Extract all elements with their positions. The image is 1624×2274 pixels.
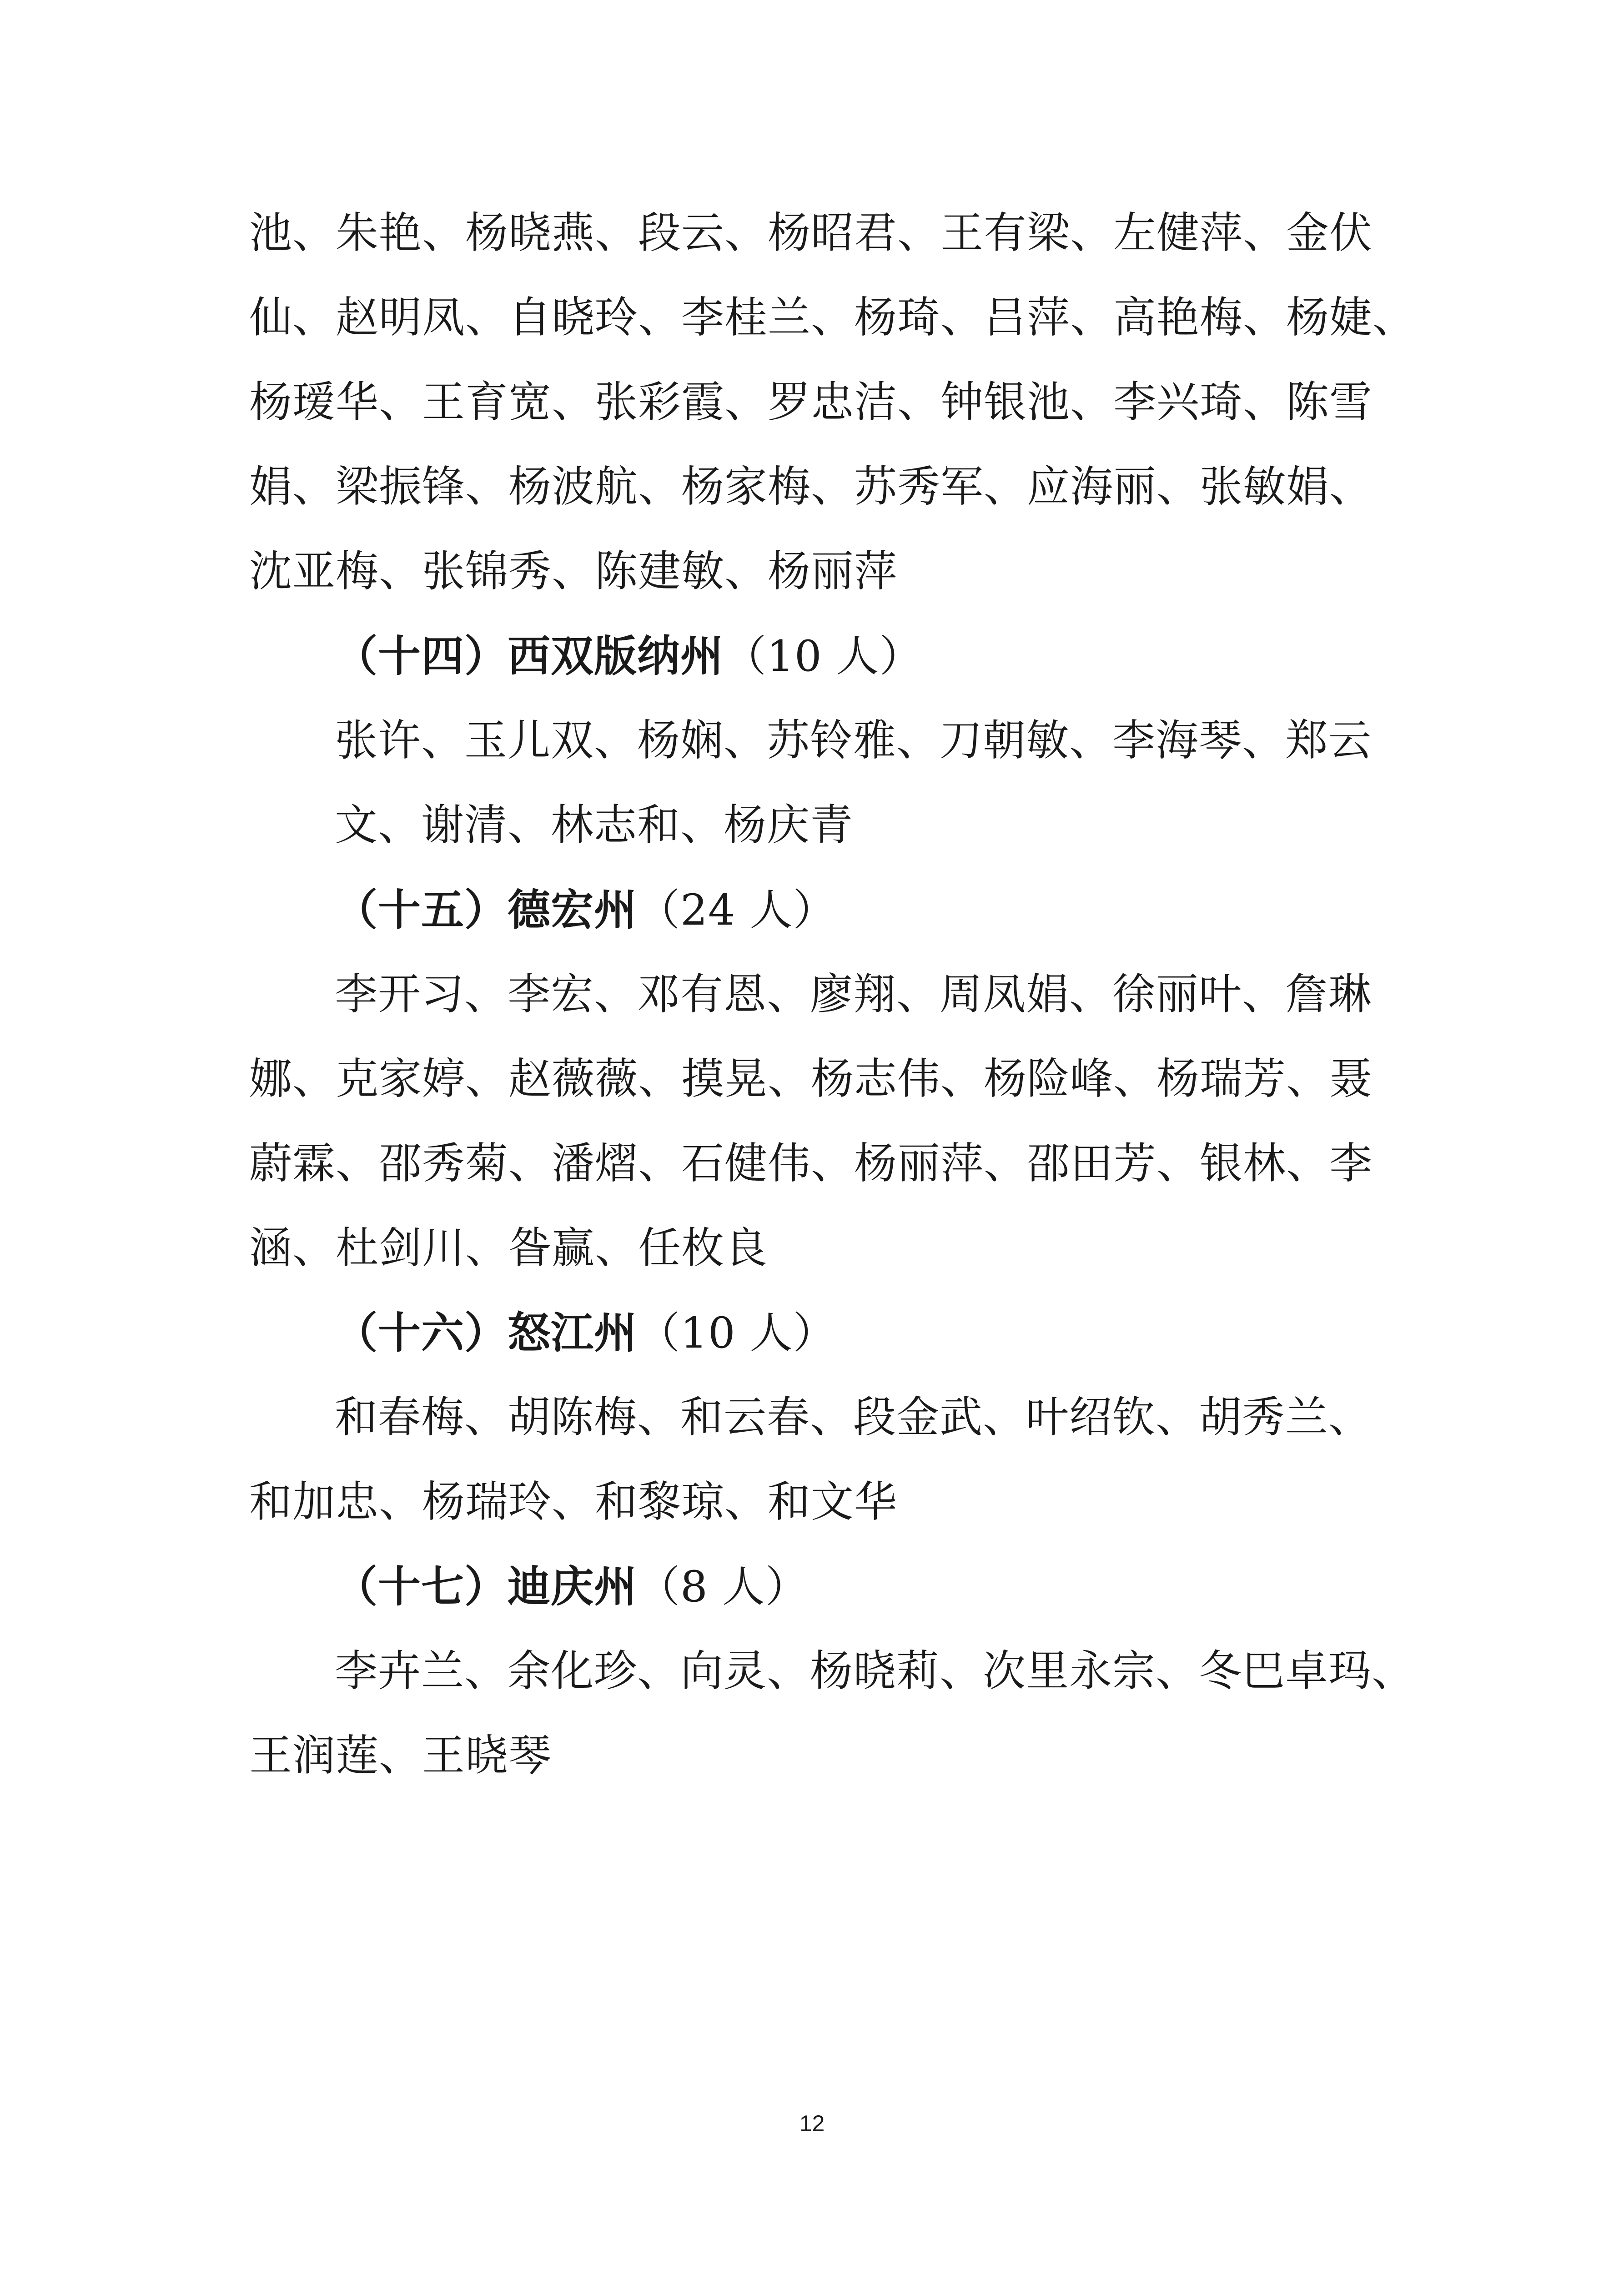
names-block-continued bbox=[249, 191, 1416, 614]
section-heading-title: （十五）德宏州 bbox=[335, 885, 638, 935]
section-heading bbox=[249, 1291, 1400, 1375]
section-heading-title: （十六）怒江州 bbox=[335, 1308, 638, 1358]
section-nujiang bbox=[249, 1291, 1400, 1545]
names-line: 李卉兰、余化珍、向灵、杨晓莉、次里永宗、冬巴卓玛、 bbox=[335, 1646, 1415, 1696]
page-number: 12 bbox=[799, 2111, 825, 2136]
section-heading-count: （10 人） bbox=[637, 1308, 836, 1358]
names-line: 仙、赵明凤、自晓玲、李桂兰、杨琦、吕萍、高艳梅、杨婕、 bbox=[249, 293, 1416, 342]
names-line: 娜、克家婷、赵薇薇、摸晃、杨志伟、杨险峰、杨瑞芳、聂 bbox=[249, 1054, 1373, 1104]
page-content bbox=[249, 191, 1416, 1798]
names-line: 文、谢清、林志和、杨庆青 bbox=[335, 800, 854, 850]
names-line: 和春梅、胡陈梅、和云春、段金武、叶绍钦、胡秀兰、 bbox=[335, 1393, 1372, 1442]
names-line: 李开习、李宏、邓有恩、廖翔、周凤娟、徐丽叶、詹琳 bbox=[335, 970, 1372, 1019]
names-line: 蔚霖、邵秀菊、潘熠、石健伟、杨丽萍、邵田芳、银林、李 bbox=[249, 1139, 1373, 1188]
section-heading-count: （8 人） bbox=[637, 1562, 809, 1612]
names-line: 池、朱艳、杨晓燕、段云、杨昭君、王有梁、左健萍、金伏 bbox=[249, 208, 1373, 258]
names-line: 娟、梁振锋、杨波航、杨家梅、苏秀军、应海丽、张敏娟、 bbox=[249, 462, 1373, 512]
section-heading bbox=[249, 614, 1400, 699]
section-xishuangbanna bbox=[249, 614, 1400, 868]
section-heading-title: （十七）迪庆州 bbox=[335, 1562, 638, 1612]
section-heading bbox=[249, 868, 1400, 952]
section-dehong bbox=[249, 868, 1400, 1291]
section-heading bbox=[249, 1545, 1400, 1629]
section-diqing bbox=[249, 1545, 1415, 1798]
names-line: 和加忠、杨瑞玲、和黎琼、和文华 bbox=[249, 1477, 898, 1527]
names-line: 张许、玉儿双、杨娴、苏铃雅、刀朝敏、李海琴、郑云 bbox=[335, 716, 1372, 765]
names-line: 沈亚梅、张锦秀、陈建敏、杨丽萍 bbox=[249, 547, 898, 596]
names-line: 王润莲、王晓琴 bbox=[249, 1731, 552, 1781]
section-heading-count: （10 人） bbox=[724, 632, 923, 681]
section-heading-title: （十四）西双版纳州 bbox=[335, 631, 724, 681]
names-line: 涵、杜剑川、昝赢、任枚良 bbox=[249, 1223, 768, 1273]
section-heading-count: （24 人） bbox=[637, 885, 836, 935]
names-line: 杨瑷华、王育宽、张彩霞、罗忠洁、钟银池、李兴琦、陈雪 bbox=[249, 377, 1373, 427]
